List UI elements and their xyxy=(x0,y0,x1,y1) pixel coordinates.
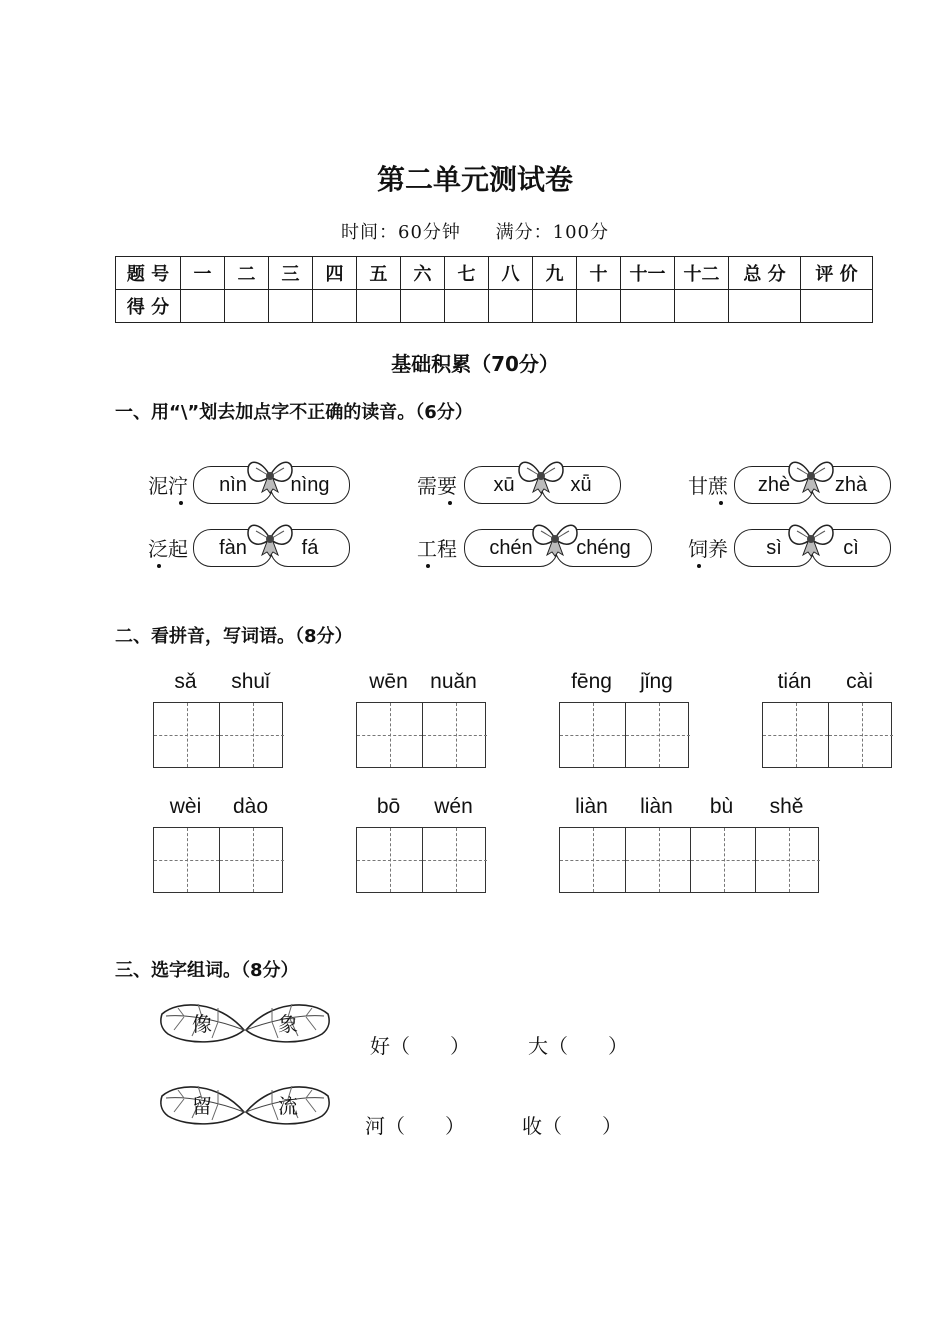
pinyin-option-b[interactable]: nìng xyxy=(270,466,350,504)
question-2-title: 二、看拼音，写词语。（8分） xyxy=(115,626,353,647)
pinyin-syllable: dào xyxy=(232,795,269,818)
pinyin-syllable: cài xyxy=(846,670,873,693)
pinyin-option-a[interactable]: nìn xyxy=(193,466,273,504)
grid-cell[interactable] xyxy=(560,828,625,892)
fill-in-blank[interactable]: 好（ ） xyxy=(370,1034,470,1058)
score-input-cell[interactable] xyxy=(269,290,313,323)
pinyin-syllable: wén xyxy=(434,795,473,818)
bow-icon xyxy=(244,519,296,563)
section-title: 基础积累（70分） xyxy=(391,352,559,376)
writing-grid[interactable] xyxy=(153,702,283,768)
score-header-cell: 九 xyxy=(533,257,577,290)
score-input-cell[interactable] xyxy=(313,290,357,323)
pinyin-option-b[interactable]: xǖ xyxy=(541,466,621,504)
score-header-cell: 十一 xyxy=(621,257,675,290)
pinyin-syllable: bō xyxy=(376,795,401,818)
grid-cell[interactable] xyxy=(690,828,755,892)
leaf-right-char: 流 xyxy=(278,1094,298,1118)
score-input-cell[interactable] xyxy=(621,290,675,323)
score-header-cell: 二 xyxy=(225,257,269,290)
pinyin-option-b[interactable]: zhà xyxy=(811,466,891,504)
bow-icon xyxy=(529,519,581,563)
score-input-cell[interactable] xyxy=(533,290,577,323)
score-input-cell[interactable] xyxy=(401,290,445,323)
pinyin-item-word: 工程 xyxy=(417,537,457,561)
pinyin-syllable: tián xyxy=(777,670,812,693)
score-input-cell[interactable] xyxy=(357,290,401,323)
full-score: 满分：100分 xyxy=(495,222,609,243)
writing-grid[interactable] xyxy=(356,702,486,768)
pinyin-option-a[interactable]: xū xyxy=(464,466,544,504)
grid-cell[interactable] xyxy=(763,703,828,767)
leaf-left-char: 像 xyxy=(192,1012,212,1036)
score-header-cell: 评 价 xyxy=(801,257,873,290)
score-header-cell: 十 xyxy=(577,257,621,290)
pinyin-syllable: fēng xyxy=(571,670,612,693)
writing-grid[interactable] xyxy=(559,702,689,768)
pinyin-syllable: shuǐ xyxy=(231,670,270,693)
emphasis-dot xyxy=(697,564,701,568)
pinyin-syllable: liàn xyxy=(640,795,673,818)
emphasis-dot xyxy=(719,501,723,505)
grid-cell[interactable] xyxy=(357,703,422,767)
writing-grid[interactable] xyxy=(153,827,283,893)
question-3-title: 三、选字组词。（8分） xyxy=(115,960,299,981)
pinyin-syllable: wēn xyxy=(369,670,408,693)
grid-cell[interactable] xyxy=(828,703,893,767)
score-input-cell[interactable] xyxy=(729,290,801,323)
pinyin-syllable: liàn xyxy=(575,795,608,818)
score-header-cell: 六 xyxy=(401,257,445,290)
score-input-cell[interactable] xyxy=(445,290,489,323)
grid-cell[interactable] xyxy=(422,703,487,767)
leaf-left-char: 留 xyxy=(192,1094,212,1118)
pinyin-syllable: sǎ xyxy=(174,670,197,693)
score-input-cell[interactable] xyxy=(181,290,225,323)
score-header-cell: 七 xyxy=(445,257,489,290)
exam-meta xyxy=(0,218,950,244)
grid-cell[interactable] xyxy=(219,828,284,892)
fill-in-blank[interactable]: 收（ ） xyxy=(522,1114,622,1138)
pinyin-item-word: 甘蔗 xyxy=(688,474,728,498)
score-header-cell: 一 xyxy=(181,257,225,290)
fill-in-blank[interactable]: 河（ ） xyxy=(365,1114,465,1138)
grid-cell[interactable] xyxy=(625,703,690,767)
score-header-cell: 五 xyxy=(357,257,401,290)
page-title: 第二单元测试卷 xyxy=(376,163,573,196)
pinyin-option-a[interactable]: sì xyxy=(734,529,814,567)
score-header-cell: 题 号 xyxy=(116,257,181,290)
grid-cell[interactable] xyxy=(357,828,422,892)
score-table xyxy=(115,256,873,323)
pinyin-item-word: 泛起 xyxy=(148,537,188,561)
grid-cell[interactable] xyxy=(422,828,487,892)
pinyin-option-a[interactable]: zhè xyxy=(734,466,814,504)
pinyin-option-b[interactable]: fá xyxy=(270,529,350,567)
pinyin-syllable: jǐng xyxy=(640,670,673,693)
fill-in-blank[interactable]: 大（ ） xyxy=(528,1034,628,1058)
score-header-cell: 总 分 xyxy=(729,257,801,290)
grid-cell[interactable] xyxy=(560,703,625,767)
score-header-cell: 八 xyxy=(489,257,533,290)
pinyin-syllable: wèi xyxy=(169,795,202,818)
bow-icon xyxy=(785,519,837,563)
grid-cell[interactable] xyxy=(755,828,820,892)
grid-cell[interactable] xyxy=(154,828,219,892)
writing-grid[interactable] xyxy=(356,827,486,893)
grid-cell[interactable] xyxy=(154,703,219,767)
score-header-cell: 三 xyxy=(269,257,313,290)
score-input-cell[interactable] xyxy=(801,290,873,323)
pinyin-syllable: nuǎn xyxy=(430,670,477,693)
score-table-header-row xyxy=(116,257,873,290)
pinyin-option-a[interactable]: chén xyxy=(464,529,558,567)
emphasis-dot xyxy=(157,564,161,568)
score-input-cell[interactable] xyxy=(225,290,269,323)
writing-grid[interactable] xyxy=(762,702,892,768)
pinyin-item-word: 需要 xyxy=(417,474,457,498)
bow-icon xyxy=(785,456,837,500)
emphasis-dot xyxy=(179,501,183,505)
leaf-right-char: 象 xyxy=(278,1012,298,1036)
bow-icon xyxy=(515,456,567,500)
score-header-cell: 四 xyxy=(313,257,357,290)
writing-grid[interactable] xyxy=(559,827,819,893)
score-row-label: 得 分 xyxy=(116,290,181,323)
grid-cell[interactable] xyxy=(625,828,690,892)
pinyin-option-a[interactable]: fàn xyxy=(193,529,273,567)
pinyin-option-b[interactable]: chéng xyxy=(555,529,652,567)
score-input-cell[interactable] xyxy=(577,290,621,323)
pinyin-item-word: 饲养 xyxy=(688,537,728,561)
pinyin-item-word: 泥泞 xyxy=(148,474,188,498)
emphasis-dot xyxy=(426,564,430,568)
score-table-score-row xyxy=(116,290,873,323)
time-limit: 时间：60分钟 xyxy=(341,222,461,243)
score-header-cell: 十二 xyxy=(675,257,729,290)
bow-icon xyxy=(244,456,296,500)
emphasis-dot xyxy=(448,501,452,505)
question-1-title: 一、用“\”划去加点字不正确的读音。（6分） xyxy=(115,402,473,423)
pinyin-syllable: bù xyxy=(709,795,734,818)
score-input-cell[interactable] xyxy=(675,290,729,323)
pinyin-syllable: shě xyxy=(769,795,804,818)
pinyin-option-b[interactable]: cì xyxy=(811,529,891,567)
score-input-cell[interactable] xyxy=(489,290,533,323)
grid-cell[interactable] xyxy=(219,703,284,767)
